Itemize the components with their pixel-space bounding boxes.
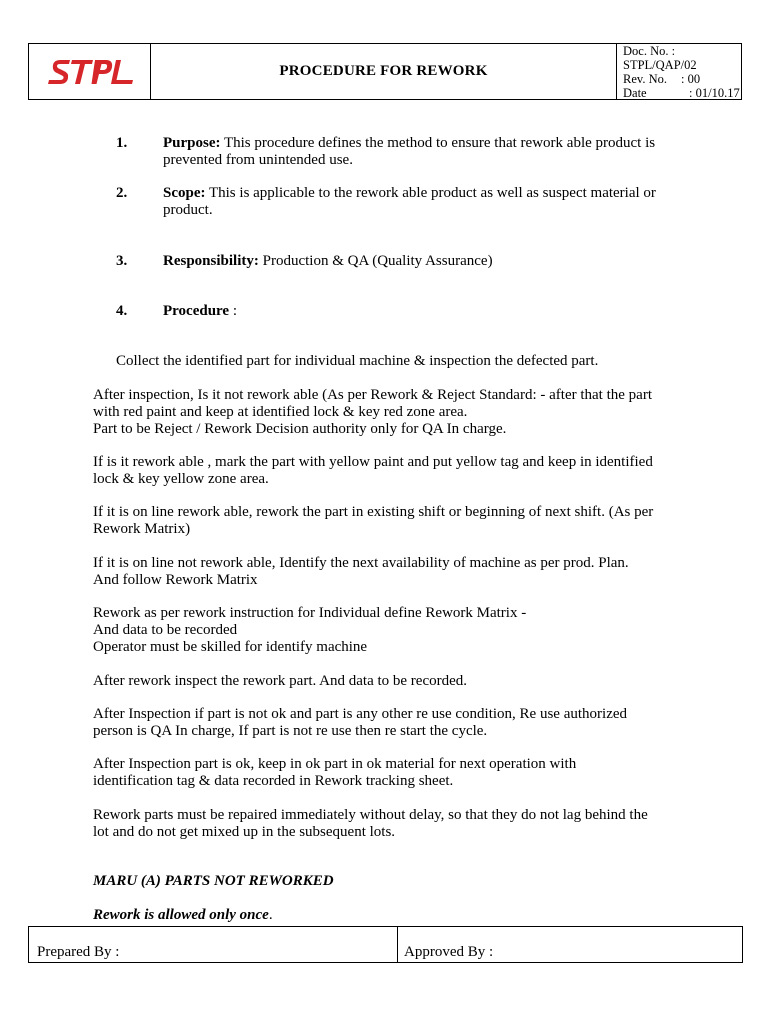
paragraph-line: After inspection, Is it not rework able (As per Rework & Reject Standard: - after that the part <box>93 387 652 403</box>
paragraph-line: lock & key yellow zone area. <box>93 471 269 487</box>
section-body <box>163 303 676 320</box>
paragraph-line: with red paint and keep at identified lock & key red zone area. <box>93 404 468 420</box>
section-text: This is applicable to the rework able product as well as suspect material or <box>205 185 656 201</box>
section-text: prevented from unintended use. <box>163 152 353 168</box>
paragraph-line: Collect the identified part for individual machine & inspection the defected part. <box>116 353 599 369</box>
section-label: Procedure <box>163 303 230 319</box>
procedure-paragraph <box>93 555 678 589</box>
signature-divider <box>397 927 398 962</box>
paragraph-line: If it is on line not rework able, Identify the next availability of machine as per prod. Plan. <box>93 555 629 571</box>
rework-note-period: . <box>268 907 273 923</box>
approved-by-label: Approved By : <box>404 944 494 960</box>
procedure-paragraph <box>116 353 701 370</box>
paragraph-line: person is QA In charge, If part is not re use then re start the cycle. <box>93 723 488 739</box>
paragraph-line: Rework Matrix) <box>93 521 191 537</box>
procedure-paragraph <box>93 756 678 790</box>
paragraph-line: After Inspection if part is not ok and part is any other re use condition, Re use authorized <box>93 706 628 722</box>
document-meta <box>623 44 743 99</box>
section-label: Purpose: <box>163 135 221 151</box>
rev-no-label: Rev. No. <box>623 72 667 86</box>
procedure-paragraph <box>93 706 678 740</box>
paragraph-line: Rework as per rework instruction for Individual define Rework Matrix - <box>93 605 527 621</box>
meta-gutter <box>617 44 623 99</box>
section-purpose <box>116 135 676 169</box>
section-scope <box>116 185 676 219</box>
doc-no-value: STPL/QAP/02 <box>623 58 697 72</box>
document-title: PROCEDURE FOR REWORK <box>151 44 617 99</box>
paragraph-line: Rework parts must be repaired immediately without delay, so that they do not lag behind the <box>93 807 648 823</box>
paragraph-line: Operator must be skilled for identify machine <box>93 639 368 655</box>
prepared-by-label: Prepared By : <box>37 944 120 960</box>
logo-cell <box>29 44 151 99</box>
stpl-logo <box>45 57 137 91</box>
rev-no-value: : 00 <box>681 72 701 86</box>
section-number: 4. <box>116 303 128 319</box>
paragraph-line: And data to be recorded <box>93 622 238 638</box>
date-row <box>623 86 743 100</box>
date-value: : 01/10.17 <box>689 86 740 100</box>
paragraph-line: If it is on line rework able, rework the part in existing shift or beginning of next shift. (As per <box>93 504 654 520</box>
section-number: 3. <box>116 253 128 269</box>
paragraph-line: After Inspection part is ok, keep in ok part in ok material for next operation with <box>93 756 577 772</box>
procedure-paragraph <box>93 454 678 488</box>
paragraph-line: And follow Rework Matrix <box>93 572 258 588</box>
date-label: Date <box>623 86 647 100</box>
section-text: : <box>229 303 238 319</box>
section-label: Scope: <box>163 185 206 201</box>
paragraph-line: Part to be Reject / Rework Decision authority only for QA In charge. <box>93 421 507 437</box>
section-procedure <box>116 303 676 320</box>
section-body <box>163 253 676 270</box>
section-text: This procedure defines the method to ensure that rework able product is <box>220 135 656 151</box>
paragraph-line: identification tag & data recorded in Rework tracking sheet. <box>93 773 454 789</box>
procedure-paragraph <box>93 504 678 538</box>
section-number: 2. <box>116 185 128 201</box>
rework-note <box>93 907 273 924</box>
doc-no-row <box>623 44 743 58</box>
section-body <box>163 135 676 169</box>
signature-table <box>28 926 743 963</box>
doc-no-label: Doc. No. : <box>623 44 676 58</box>
section-number: 1. <box>116 135 128 151</box>
section-label: Responsibility: <box>163 253 259 269</box>
procedure-paragraph <box>93 673 678 690</box>
procedure-paragraph <box>93 387 678 438</box>
procedure-paragraph <box>93 605 678 656</box>
paragraph-line: After rework inspect the rework part. And data to be recorded. <box>93 673 468 689</box>
document-header <box>28 43 742 100</box>
section-text: Production & QA (Quality Assurance) <box>258 253 493 269</box>
rework-note-text: Rework is allowed only once <box>93 907 269 923</box>
section-text: product. <box>163 202 213 218</box>
doc-no-value-row <box>623 58 743 72</box>
rev-no-row <box>623 72 743 86</box>
section-responsibility <box>116 253 676 270</box>
maru-heading: MARU (A) PARTS NOT REWORKED <box>93 873 334 889</box>
paragraph-line: If is it rework able , mark the part with yellow paint and put yellow tag and keep in identified <box>93 454 653 470</box>
procedure-paragraph <box>93 807 678 841</box>
paragraph-line: lot and do not get mixed up in the subsequent lots. <box>93 824 396 840</box>
section-body <box>163 185 676 219</box>
